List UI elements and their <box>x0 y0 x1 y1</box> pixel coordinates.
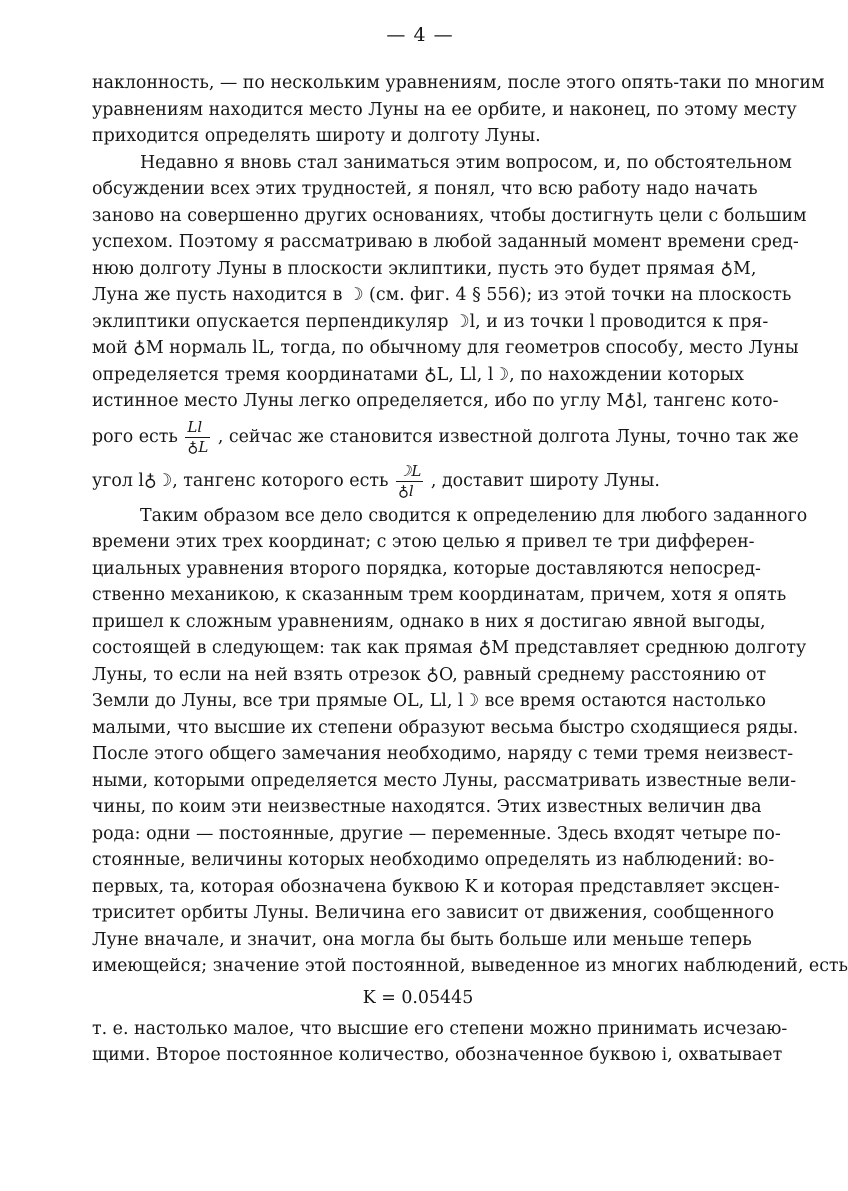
text-line: рода: одни — постоянные, другие — переменные. Здесь входят четыре по- <box>92 823 781 844</box>
text-line: чины, по коим эти неизвестные находятся. Этих известных величин два <box>92 797 762 817</box>
text-line: состоящей в следующем: так как прямая ♁M представляет среднюю долготу <box>92 638 807 658</box>
text-line: нюю долготу Луны в плоскости эклиптики, пусть это будет прямая ♁M, <box>92 258 757 279</box>
fraction-numerator: Ll <box>185 420 210 438</box>
text-line: стоянные, величины которых необходимо определять из наблюдений: во- <box>92 850 775 870</box>
text-line: имеющейся; значение этой постоянной, выведенное из многих наблюдений, есть <box>92 956 848 976</box>
text-line: истинное место Луны легко определяется, ибо по углу M♁l, тангенс кото- <box>92 391 779 411</box>
text-line: приходится определять широту и долготу Луны. <box>92 126 541 146</box>
text-line: определяется тремя координатами ♁L, Ll, l☽, по нахождении которых <box>92 364 744 385</box>
text-line: Таким образом все дело сводится к определению для любого заданного <box>140 505 808 526</box>
fraction <box>396 461 423 500</box>
text-line: первых, та, которая обозначена буквою K и которая представляет эксцен- <box>92 876 780 897</box>
text-line: Луне вначале, и значит, она могла бы быть больше или меньше теперь <box>92 929 752 950</box>
text-line: ственно механикою, к сказанным трем координатам, причем, хотя я опять <box>92 585 787 605</box>
text-line: После этого общего замечания необходимо, наряду с теми тремя неизвест- <box>92 744 794 764</box>
page-number: — 4 — <box>386 24 454 46</box>
formula-k: K = 0.05445 <box>362 987 474 1008</box>
text-line: заново на совершенно других основаниях, чтобы достигнуть цели с большим <box>92 205 807 226</box>
text-fragment: , доставит широту Луны. <box>430 470 660 491</box>
text-line: Земли до Луны, все три прямые OL, Ll, l☽ все время остаются настолько <box>92 691 767 711</box>
text-line-with-fraction <box>92 415 799 459</box>
text-line: времени этих трех координат; с этою целью я привел те три дифферен- <box>92 532 755 552</box>
text-line: Луна же пусть находится в ☽ (см. фиг. 4 § 556); из этой точки на плоскость <box>92 285 792 305</box>
text-fragment: угол l♁☽, тангенс которого есть <box>92 470 389 491</box>
text-line: пришел к сложным уравнениям, однако в них я достигаю явной выгоды, <box>92 611 766 632</box>
text-fragment: рого есть <box>92 426 178 447</box>
text-line: успехом. Поэтому я рассматриваю в любой заданный момент времени сред- <box>92 232 799 252</box>
text-line: малыми, что высшие их степени образуют весьма быстро сходящиеся ряды. <box>92 717 799 738</box>
text-line-with-fraction <box>92 459 744 503</box>
text-line: наклонность, — по нескольким уравнениям, после этого опять-таки по многим <box>92 73 825 93</box>
fraction-numerator: ☽L <box>397 461 422 480</box>
text-line: Недавно я вновь стал заниматься этим вопросом, и, по обстоятельном <box>140 152 792 173</box>
text-line: триситет орбиты Луны. Величина его зависит от движения, сообщенного <box>92 903 775 923</box>
text-line: уравнениям находится место Луны на ее орбите, и наконец, по этому месту <box>92 99 797 120</box>
text-fragment: , сейчас же становится известной долгота Луны, точно так же <box>217 426 799 447</box>
text-line: мой ♁M нормаль lL, тогда, по обычному для геометров способу, место Луны <box>92 338 799 358</box>
text-line: циальных уравнения второго порядка, которые доставляются непосред- <box>92 558 761 579</box>
page-body <box>92 70 848 1069</box>
text-line: ными, которыми определяется место Луны, рассматривать известные вели- <box>92 770 797 791</box>
fraction <box>185 417 210 456</box>
text-line: обсуждении всех этих трудностей, я понял, что всю работу надо начать <box>92 179 758 199</box>
text-line: щими. Второе постоянное количество, обозначенное буквою i, охватывает <box>92 1045 783 1065</box>
fraction-denominator: ♁l <box>397 481 414 500</box>
text-line: эклиптики опускается перпендикуляр ☽l, и из точки l проводится к пря- <box>92 311 769 332</box>
fraction-denominator: ♁L <box>187 437 209 456</box>
text-line: Луны, то если на ней взять отрезок ♁O, равный среднему расстоянию от <box>92 664 767 685</box>
text-line: т. е. настолько малое, что высшие его степени можно принимать исчезаю- <box>92 1018 788 1039</box>
